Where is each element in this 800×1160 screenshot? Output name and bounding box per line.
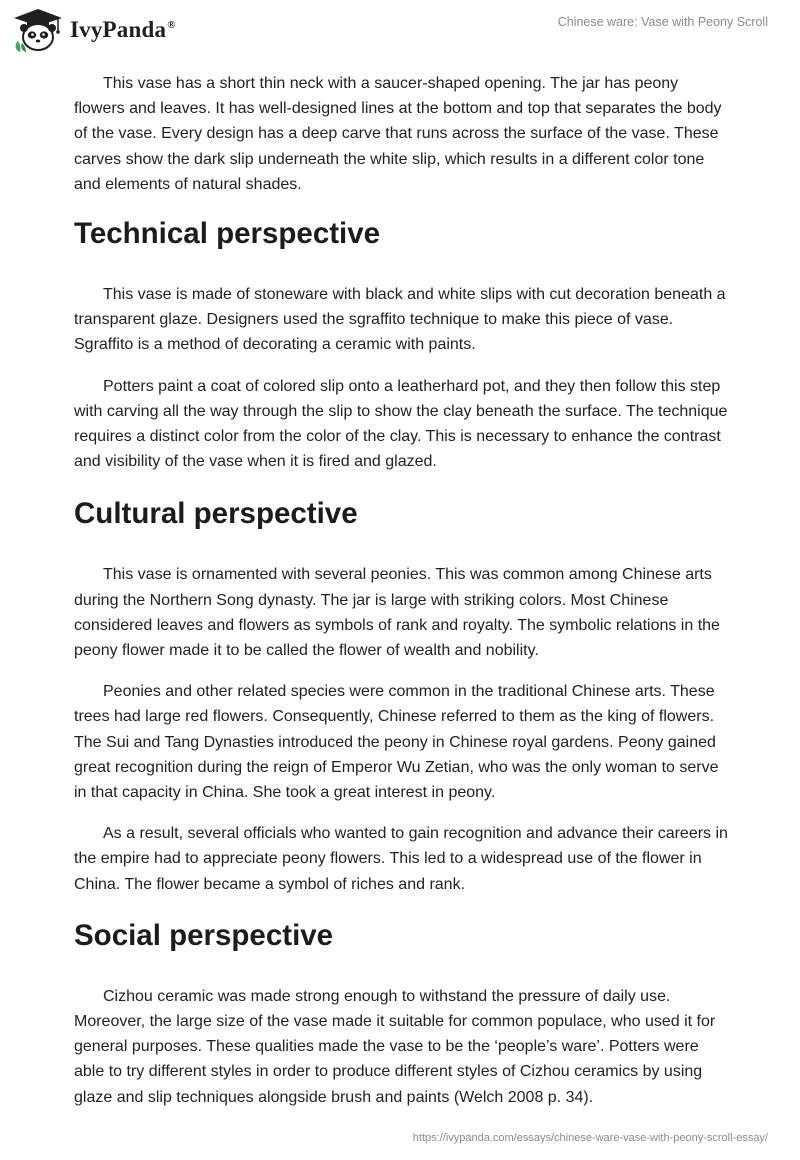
- logo-text: IvyPanda: [70, 17, 167, 42]
- heading-technical-perspective: Technical perspective: [74, 217, 381, 251]
- heading-social-perspective: Social perspective: [74, 918, 334, 952]
- essay-content: [74, 71, 730, 1110]
- heading-cultural-perspective: Cultural perspective: [74, 497, 358, 531]
- page-header: [0, 0, 800, 70]
- paragraph: Potters paint a coat of colored slip onto a leatherhard pot, and they then follow this step with carving all the way through the slip to show the clay beneath the surface. The technique requires a distinct color from the color of the clay. This is necessary to enhance the contrast and visibility of the vase when it is fired and glazed.: [74, 377, 728, 471]
- paragraph: This vase is ornamented with several peonies. This was common among Chinese arts during the Northern Song dynasty. The jar is large with striking colors. Most Chinese considered leaves and flowers as symbols of rank and royalty. The symbolic relations in the peony flower made it to be called the flower of wealth and nobility.: [74, 566, 720, 660]
- document-title: Chinese ware: Vase with Peony Scroll: [557, 15, 768, 29]
- paragraph: Cizhou ceramic was made strong enough to withstand the pressure of daily use. Moreover, the large size of the vase made it suitable for common populace, who used it for general purposes. These qualities made the vase to be the ‘people’s ware’. Potters were able to try different styles in order to produce different styles of Cizhou ceramics by using glaze and slip techniques alongside brush and paints (Welch 2008 p. 34).: [74, 987, 716, 1106]
- intro-paragraph: This vase has a short thin neck with a saucer-shaped opening. The jar has peony flowers and leaves. It has well-designed lines at the bottom and top that separates the body of the vase. Every design has a deep carve that runs across the surface of the vase. These carves show the dark slip underneath the white slip, which results in a different color tone and elements of natural shades.: [74, 75, 722, 193]
- panda-graduate-icon: [12, 7, 64, 53]
- paragraph: This vase is made of stoneware with black and white slips with cut decoration beneath a transparent glaze. Designers used the sgraffito technique to make this piece of vase. Sgraffito is a method of decorating a ceramic with paints.: [74, 286, 726, 354]
- paragraph: As a result, several officials who wanted to gain recognition and advance their careers in the empire had to appreciate peony flowers. This led to a widespread use of the flower in China. The flower became a symbol of riches and rank.: [74, 825, 728, 893]
- logo-wordmark: [70, 17, 176, 43]
- registered-mark: ®: [167, 19, 176, 32]
- source-url[interactable]: https://ivypanda.com/essays/chinese-ware-vase-with-peony-scroll-essay/: [412, 1132, 768, 1144]
- paragraph: Peonies and other related species were common in the traditional Chinese arts. These trees had large red flowers. Consequently, Chinese referred to them as the king of flowers. The Sui and Tang Dynasties introduced the peony in Chinese royal gardens. Peony gained great recognition during the reign of Emperor Wu Zetian, who was the only woman to serve in that capacity in China. She took a great interest in peony.: [74, 683, 719, 802]
- ivypanda-logo[interactable]: [12, 7, 176, 53]
